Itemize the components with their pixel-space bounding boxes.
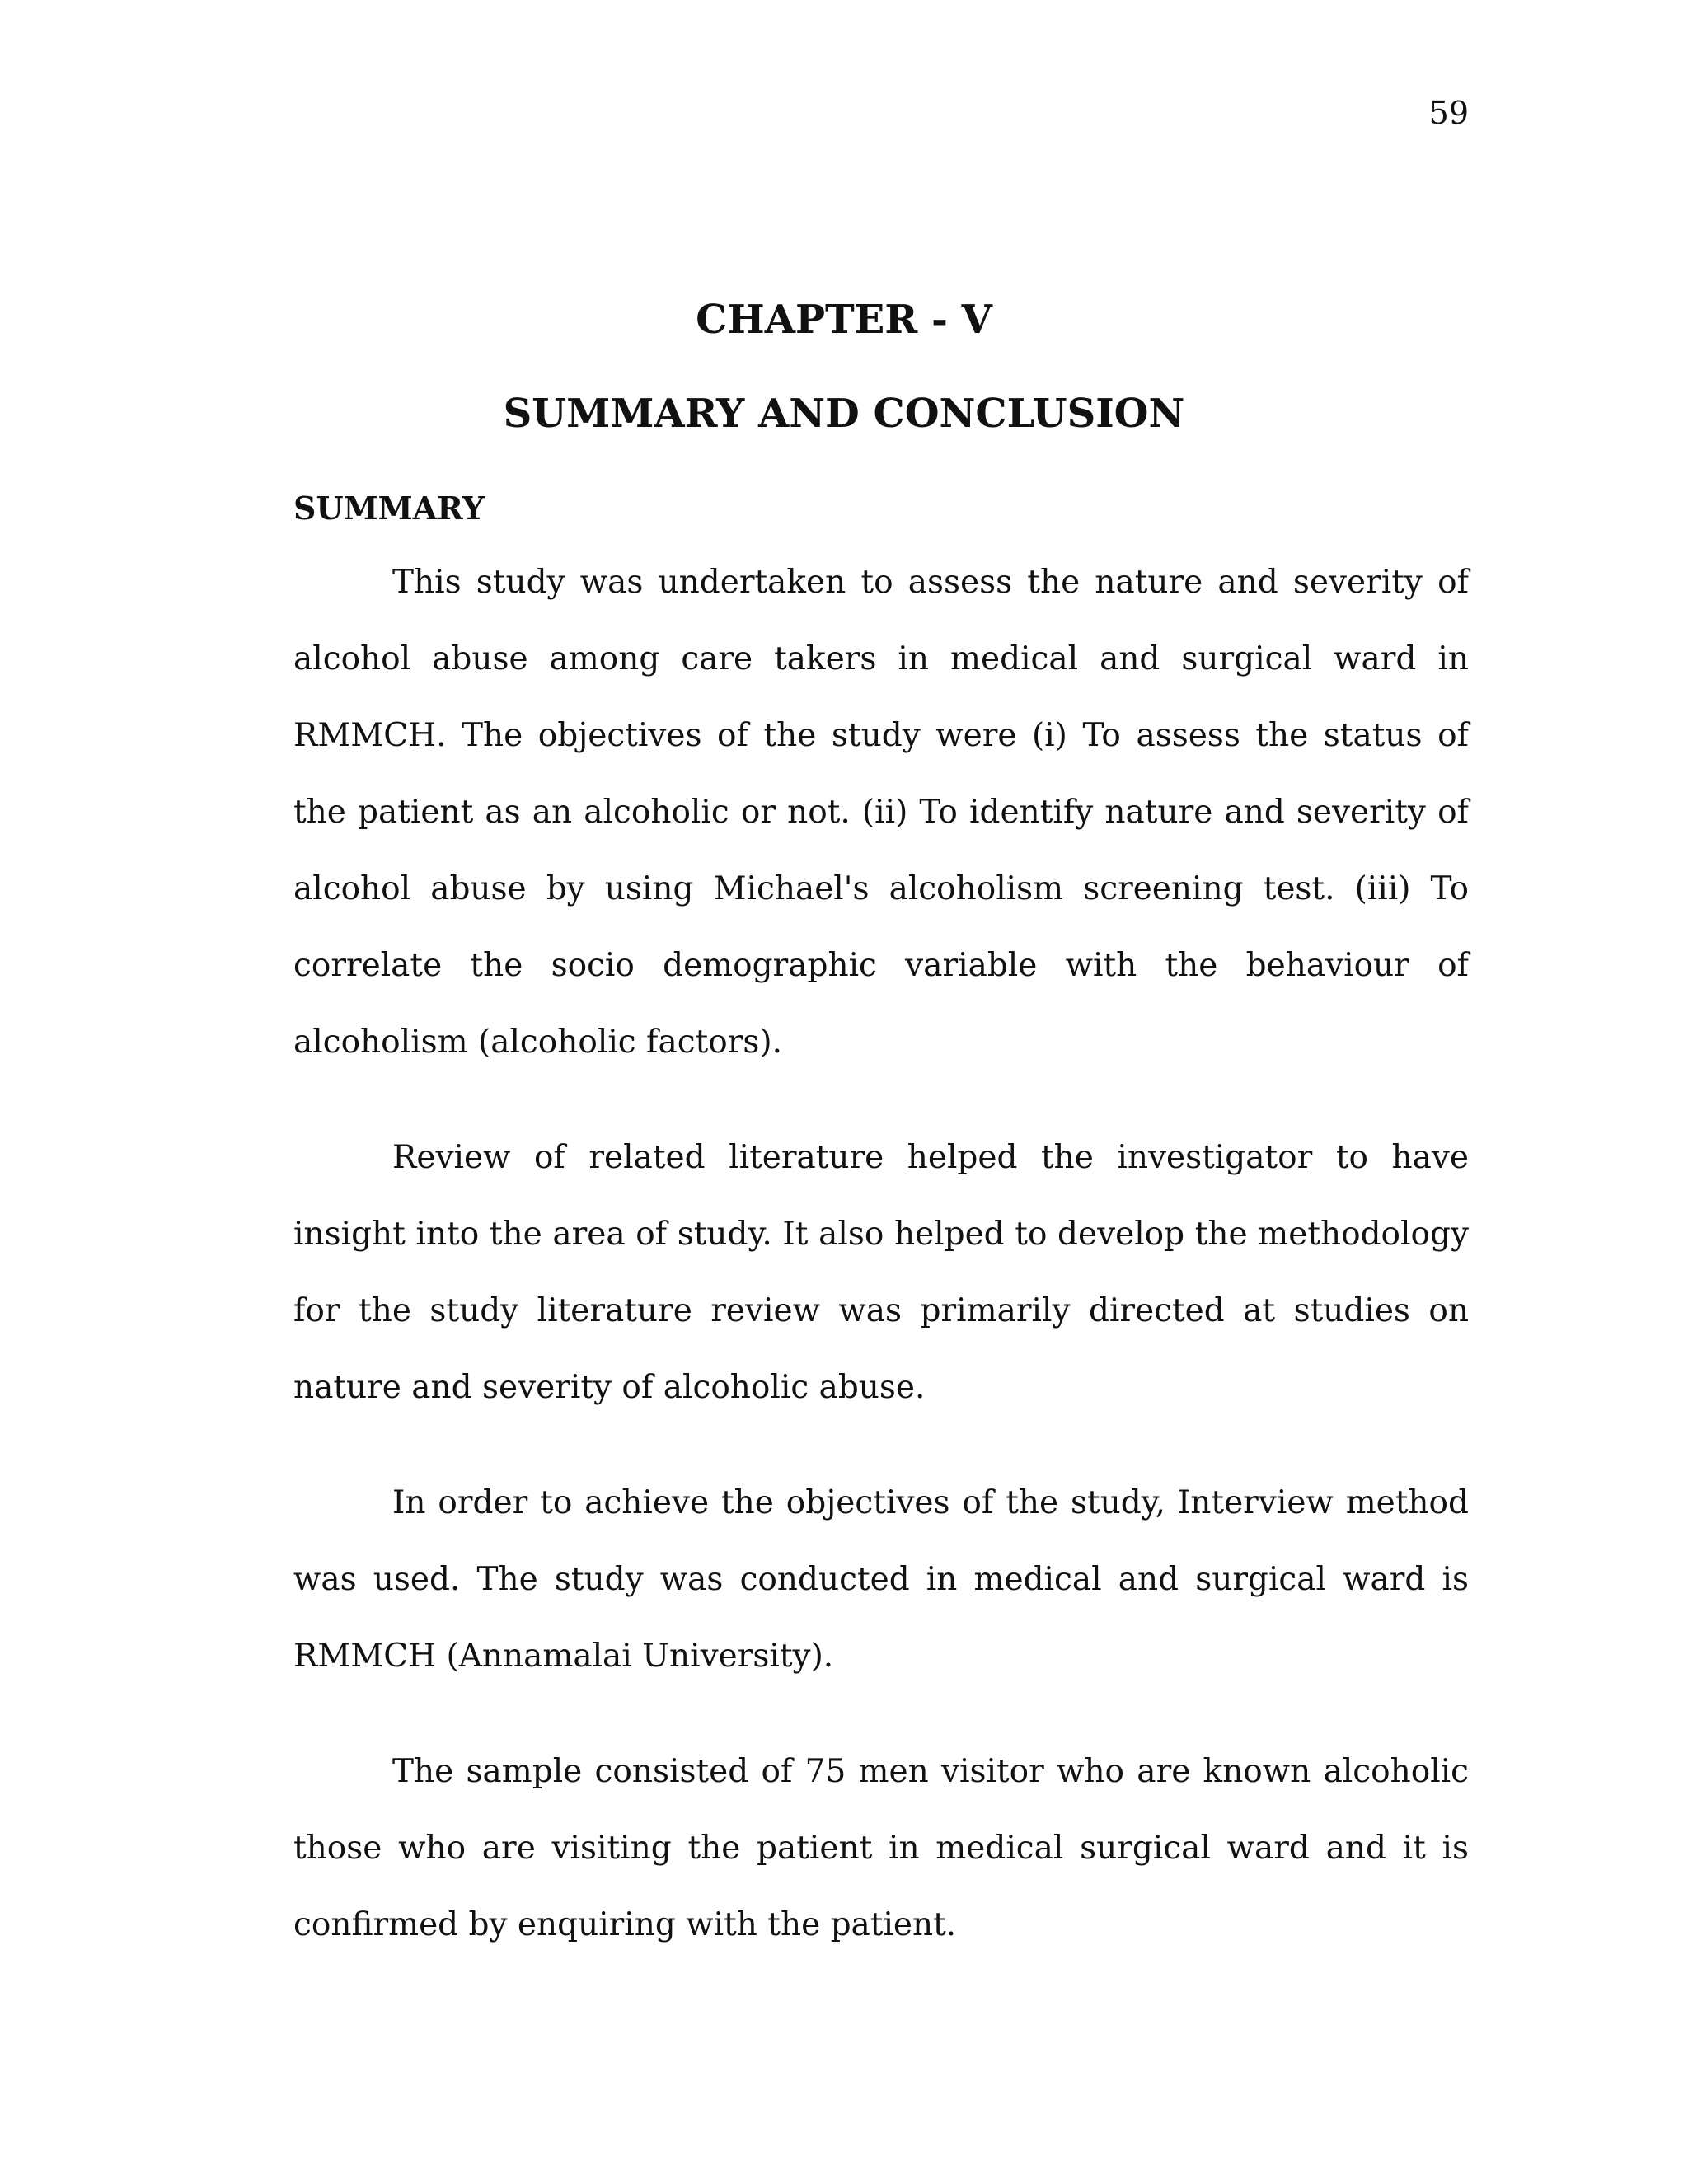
paragraph-objectives	[293, 544, 1469, 1080]
paragraph-text: In order to achieve the objectives of the study, Interview method was used. The study was conducted in medical and surgical ward is RMMCH (Annamalai University).	[293, 1484, 1469, 1675]
paragraph-text: The sample consisted of 75 men visitor who are known alcoholic those who are visiting the patient in medical surgical ward and it is confirmed by enquiring with the patient.	[293, 1753, 1469, 1943]
paragraph-text: Review of related literature helped the investigator to have insight into the area of study. It also helped to develop the methodology for the study literature review was primarily directed at studies on nature and severity of alcoholic abuse.	[293, 1139, 1469, 1406]
chapter-subtitle: SUMMARY AND CONCLUSION	[503, 391, 1185, 437]
chapter-title: CHAPTER - V	[696, 297, 992, 343]
paragraph-literature-review	[293, 1119, 1469, 1426]
section-heading-summary: SUMMARY	[293, 490, 485, 527]
paragraph-text: This study was undertaken to assess the nature and severity of alcohol abuse among care takers in medical and surgical ward in RMMCH. The objectives of the study were (i) To assess the status of the patient as an alcoholic or not. (ii) To identify nature and severity of alcohol abuse by using Michael's alcoholism screening test. (iii) To correlate the socio demographic variable with the behaviour of alcoholism (alcoholic factors).	[293, 564, 1469, 1061]
paragraph-sample	[293, 1733, 1469, 1963]
page-number: 59	[1428, 95, 1469, 131]
paragraph-method	[293, 1465, 1469, 1694]
